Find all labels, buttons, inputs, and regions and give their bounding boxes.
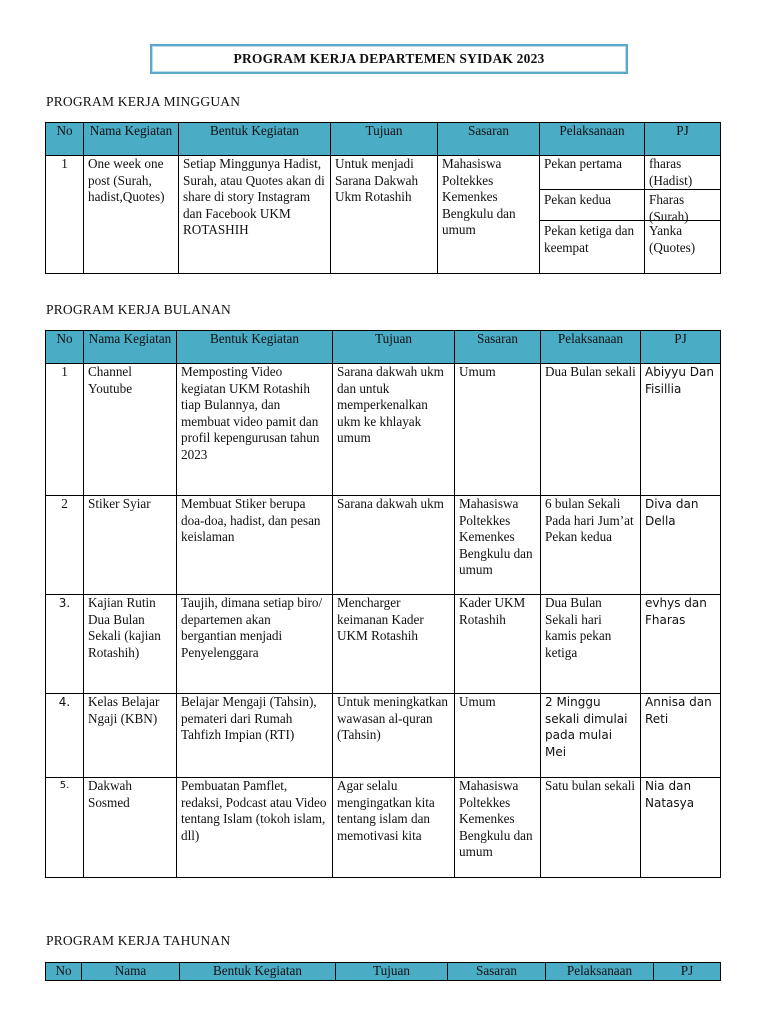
- cell-bentuk: Membuat Stiker berupa doa-doa, hadist, dan pesan keislaman: [177, 496, 333, 595]
- header-sasaran: Sasaran: [438, 123, 540, 156]
- cell-tujuan: Sarana dakwah ukm: [333, 496, 455, 595]
- monthly-table: [45, 330, 721, 878]
- pj-item: Fharas (Surah): [645, 189, 720, 220]
- header-pj: PJ: [645, 123, 721, 156]
- header-bentuk: Bentuk Kegiatan: [177, 331, 333, 364]
- yearly-section-title: PROGRAM KERJA TAHUNAN: [46, 933, 231, 948]
- header-nama: Nama Kegiatan: [84, 331, 177, 364]
- table-row: [46, 156, 721, 274]
- cell-sasaran: Umum: [455, 694, 541, 778]
- header-tujuan: Tujuan: [336, 963, 448, 981]
- cell-tujuan: Untuk menjadi Sarana Dakwah Ukm Rotashih: [331, 156, 438, 274]
- cell-pelaksanaan: Dua Bulan Sekali hari kamis pekan ketiga: [541, 595, 641, 694]
- cell-nama: Stiker Syiar: [84, 496, 177, 595]
- cell-pj: Abiyyu Dan Fisillia: [641, 364, 721, 496]
- cell-pelaksanaan: Dua Bulan sekali: [541, 364, 641, 496]
- table-row: [46, 364, 721, 496]
- header-tujuan: Tujuan: [333, 331, 455, 364]
- header-pelaksanaan: Pelaksanaan: [541, 331, 641, 364]
- cell-pelaksanaan: 2 Minggu sekali dimulai pada mulai Mei: [541, 694, 641, 778]
- cell-nama: Kelas Belajar Ngaji (KBN): [84, 694, 177, 778]
- header-pj: PJ: [641, 331, 721, 364]
- cell-pj: Diva dan Della: [641, 496, 721, 595]
- pelaksanaan-item: Pekan kedua: [540, 189, 644, 220]
- pj-item: Yanka (Quotes): [645, 220, 720, 256]
- document-title: PROGRAM KERJA DEPARTEMEN SYIDAK 2023: [233, 51, 545, 66]
- table-row: [46, 694, 721, 778]
- cell-no: 4.: [46, 694, 84, 778]
- header-sasaran: Sasaran: [448, 963, 546, 981]
- cell-nama: One week one post (Surah, hadist,Quotes): [84, 156, 179, 274]
- pelaksanaan-item: Pekan ketiga dan keempat: [540, 220, 644, 256]
- header-bentuk: Bentuk Kegiatan: [179, 123, 331, 156]
- cell-sasaran: Mahasiswa Poltekkes Kemenkes Bengkulu dan umum: [455, 496, 541, 595]
- cell-pj: evhys dan Fharas: [641, 595, 721, 694]
- pj-item: fharas (Hadist): [649, 156, 693, 188]
- cell-tujuan: Agar selalu mengingatkan kita tentang islam dan memotivasi kita: [333, 778, 455, 878]
- header-nama: Nama: [82, 963, 180, 981]
- cell-tujuan: Untuk meningkatkan wawasan al-quran (Tahsin): [333, 694, 455, 778]
- cell-no: 2: [46, 496, 84, 595]
- yearly-header-row: [46, 963, 721, 981]
- cell-pj: Annisa dan Reti: [641, 694, 721, 778]
- header-no: No: [46, 123, 84, 156]
- cell-no: 1: [46, 156, 84, 274]
- weekly-table: [45, 122, 721, 274]
- monthly-header-row: [46, 331, 721, 364]
- header-no: No: [46, 963, 82, 981]
- weekly-section-title: PROGRAM KERJA MINGGUAN: [46, 94, 241, 109]
- cell-pelaksanaan: Satu bulan sekali: [541, 778, 641, 878]
- header-pelaksanaan: Pelaksanaan: [540, 123, 645, 156]
- header-sasaran: Sasaran: [455, 331, 541, 364]
- cell-pj: Nia dan Natasya: [641, 778, 721, 878]
- cell-bentuk: Setiap Minggunya Hadist, Surah, atau Quotes akan di share di story Instagram dan Facebook UKM ROTASHIH: [179, 156, 331, 274]
- cell-sasaran: Umum: [455, 364, 541, 496]
- cell-bentuk: Pembuatan Pamflet, redaksi, Podcast atau Video tentang Islam (tokoh islam, dll): [177, 778, 333, 878]
- cell-pelaksanaan: 6 bulan Sekali Pada hari Jum’at Pekan kedua: [541, 496, 641, 595]
- table-row: [46, 778, 721, 878]
- cell-sasaran: Mahasiswa Poltekkes Kemenkes Bengkulu dan umum: [455, 778, 541, 878]
- header-nama: Nama Kegiatan: [84, 123, 179, 156]
- cell-sasaran: Mahasiswa Poltekkes Kemenkes Bengkulu dan umum: [438, 156, 540, 274]
- monthly-section-title: PROGRAM KERJA BULANAN: [46, 302, 231, 317]
- cell-pelaksanaan: [540, 156, 645, 274]
- document-title-box: [150, 44, 628, 74]
- cell-tujuan: Sarana dakwah ukm dan untuk memperkenalkan ukm ke khlayak umum: [333, 364, 455, 496]
- header-pelaksanaan: Pelaksanaan: [546, 963, 654, 981]
- pelaksanaan-item: Pekan pertama: [544, 156, 622, 171]
- cell-tujuan: Mencharger keimanan Kader UKM Rotashih: [333, 595, 455, 694]
- header-tujuan: Tujuan: [331, 123, 438, 156]
- cell-nama: Dakwah Sosmed: [84, 778, 177, 878]
- yearly-table: [45, 962, 721, 981]
- cell-bentuk: Memposting Video kegiatan UKM Rotashih tiap Bulannya, dan membuat video pamit dan profil kepengurusan tahun 2023: [177, 364, 333, 496]
- header-no: No: [46, 331, 84, 364]
- cell-bentuk: Belajar Mengaji (Tahsin), pemateri dari Rumah Tahfizh Impian (RTI): [177, 694, 333, 778]
- cell-pj: [645, 156, 721, 274]
- cell-no: 5.: [46, 778, 84, 878]
- table-row: [46, 595, 721, 694]
- weekly-header-row: [46, 123, 721, 156]
- table-row: [46, 496, 721, 595]
- cell-bentuk: Taujih, dimana setiap biro/ departemen akan bergantian menjadi Penyelenggara: [177, 595, 333, 694]
- cell-nama: Channel Youtube: [84, 364, 177, 496]
- cell-sasaran: Kader UKM Rotashih: [455, 595, 541, 694]
- cell-no: 1: [46, 364, 84, 496]
- cell-no: 3.: [46, 595, 84, 694]
- cell-nama: Kajian Rutin Dua Bulan Sekali (kajian Rotashih): [84, 595, 177, 694]
- header-pj: PJ: [654, 963, 721, 981]
- header-bentuk: Bentuk Kegiatan: [180, 963, 336, 981]
